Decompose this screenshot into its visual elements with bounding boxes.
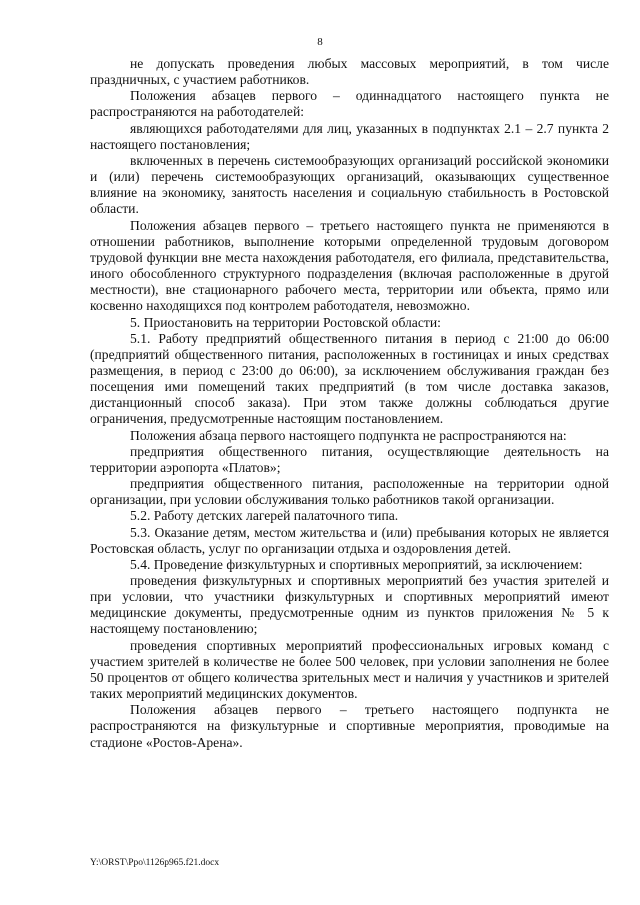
paragraph: являющихся работодателями для лиц, указанных в подпунктах 2.1 – 2.7 пункта 2 настоящего постановления; xyxy=(90,120,609,152)
paragraph: 5.1. Работу предприятий общественного питания в период с 21:00 до 06:00 (предприятий общественного питания, расположенных в гостиницах и иных средствах размещения, в период с 23:00 до 06:00), за исключением обслуживания граждан без посещения ими помещений таких предприятий (в том числе доставка заказов, дистанционный способ заказа). При этом также должны соблюдаться другие ограничения, предусмотренные настоящим постановлением. xyxy=(90,330,609,427)
paragraph: 5.4. Проведение физкультурных и спортивных мероприятий, за исключением: xyxy=(130,556,583,572)
paragraph: Положения абзацев первого – одиннадцатого настоящего пункта не распространяются на работодателей: xyxy=(90,88,609,120)
footer-file-path: Y:\ORST\Ppo\1126p965.f21.docx xyxy=(90,858,220,868)
paragraph: не допускать проведения любых массовых мероприятий, в том числе праздничных, с участием работников. xyxy=(90,56,609,88)
paragraph: 5.2. Работу детских лагерей палаточного типа. xyxy=(130,508,399,524)
paragraph: Положения абзаца первого настоящего подпункта не распространяются на: xyxy=(130,427,567,443)
paragraph: проведения спортивных мероприятий профессиональных игровых команд с участием зрителей в количестве не более 500 человек, при условии заполнения не более 50 процентов от общего количества зрительных мест и наличия у участников и зрителей таких мероприятий медицинских документов. xyxy=(90,637,609,702)
paragraph: Положения абзацев первого – третьего настоящего подпункта не распространяются на физкультурные и спортивные мероприятия, проводимые на стадионе «Ростов-Арена». xyxy=(90,702,609,750)
paragraph: 5.3. Оказание детям, местом жительства и (или) пребывания которых не является Ростовская область, услуг по организации отдыха и оздоровления детей. xyxy=(90,524,609,556)
document-body xyxy=(90,56,609,751)
paragraph: Положения абзацев первого – третьего настоящего пункта не применяются в отношении работников, выполнение которыми определенной трудовым договором трудовой функции вне места нахождения работодателя, его филиала, представительства, иного обособленного структурного подразделения (включая расположенные в другой местности), вне стационарного рабочего места, территории или объекта, прямо или косвенно находящихся под контролем работодателя, невозможно. xyxy=(90,217,609,314)
paragraph: предприятия общественного питания, расположенные на территории одной организации, при условии обслуживания только работников такой организации. xyxy=(90,476,609,508)
page-number: 8 xyxy=(317,36,323,48)
paragraph: проведения физкультурных и спортивных мероприятий без участия зрителей и при условии, что участники физкультурных и спортивных мероприятий имеют медицинские документы, предусмотренные одним из пунктов приложения № 5 к настоящему постановлению; xyxy=(90,573,609,637)
section-heading: 5. Приостановить на территории Ростовской области: xyxy=(130,314,441,330)
paragraph: включенных в перечень системообразующих организаций российской экономики и (или) перечень системообразующих организаций, оказывающих существенное влияние на экономику, занятость населения и социальную стабильность в Ростовской области. xyxy=(90,152,609,217)
paragraph: предприятия общественного питания, осуществляющие деятельность на территории аэропорта «Платов»; xyxy=(90,443,609,475)
